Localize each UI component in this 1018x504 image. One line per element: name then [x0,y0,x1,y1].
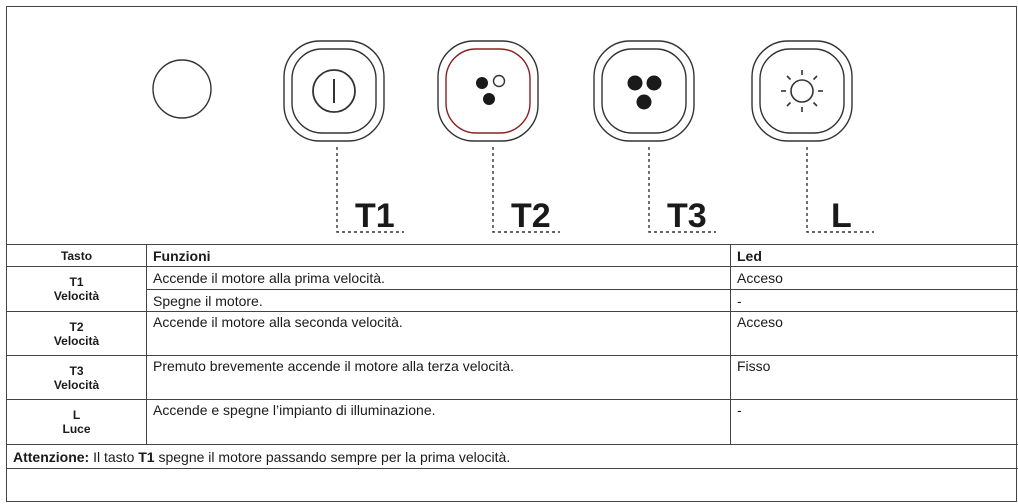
key-name: L [72,408,81,422]
power-icon [313,70,355,112]
note-cell [7,445,1018,469]
header-tasto: Tasto [7,245,147,267]
note-key: T1 [138,448,155,465]
led-cell: Acceso [731,312,1018,356]
note-text-2: spegne il motore passando sempre per la prima velocità. [154,448,511,465]
note-text-1: Il tasto [89,448,139,465]
function-cell: Spegne il motore. [147,290,731,312]
key-name: T3 [69,363,84,378]
button-panel-diagram [7,7,1018,245]
function-cell: Accende il motore alla seconda velocità. [147,312,731,356]
label-t3: T3 [667,197,707,235]
two-dots-speed-icon [476,76,505,106]
three-dots-speed-icon [628,76,662,110]
label-t1: T1 [355,197,395,235]
key-sub: Velocità [53,333,100,348]
table-row [7,312,1018,356]
label-t2: T2 [511,197,551,235]
led-cell: Acceso [731,267,1018,290]
key-cell-t1 [7,267,147,312]
l-button[interactable] [752,41,852,141]
key-cell-t3 [7,356,147,400]
t1-button[interactable] [284,41,384,141]
header-funzioni: Funzioni [147,245,731,267]
key-name: T2 [69,319,84,334]
note-label: Attenzione: [13,448,90,465]
key-sub: Velocità [53,289,100,303]
function-cell: Accende il motore alla prima velocità. [147,267,731,290]
key-sub: Luce [62,422,91,436]
indicator-led-icon [153,60,211,118]
led-cell: - [731,400,1018,445]
t2-button[interactable] [438,41,538,141]
table-row [7,267,1018,290]
control-panel-figure [6,6,1017,502]
function-cell: Premuto brevemente accende il motore alla terza velocità. [147,356,731,400]
sun-light-icon [781,70,823,112]
note-row [7,445,1018,469]
label-l: L [831,197,852,235]
led-cell: Fisso [731,356,1018,400]
key-cell-l [7,400,147,445]
key-cell-t2 [7,312,147,356]
header-led: Led [731,245,1018,267]
table-header-row [7,245,1018,267]
key-name: T1 [69,275,84,289]
table-row [7,290,1018,312]
t3-button[interactable] [594,41,694,141]
led-cell: - [731,290,1018,312]
table-row [7,356,1018,400]
table-row [7,400,1018,445]
functions-table [6,244,1018,469]
function-cell: Accende e spegne l’impianto di illuminazione. [147,400,731,445]
key-sub: Velocità [53,377,100,392]
